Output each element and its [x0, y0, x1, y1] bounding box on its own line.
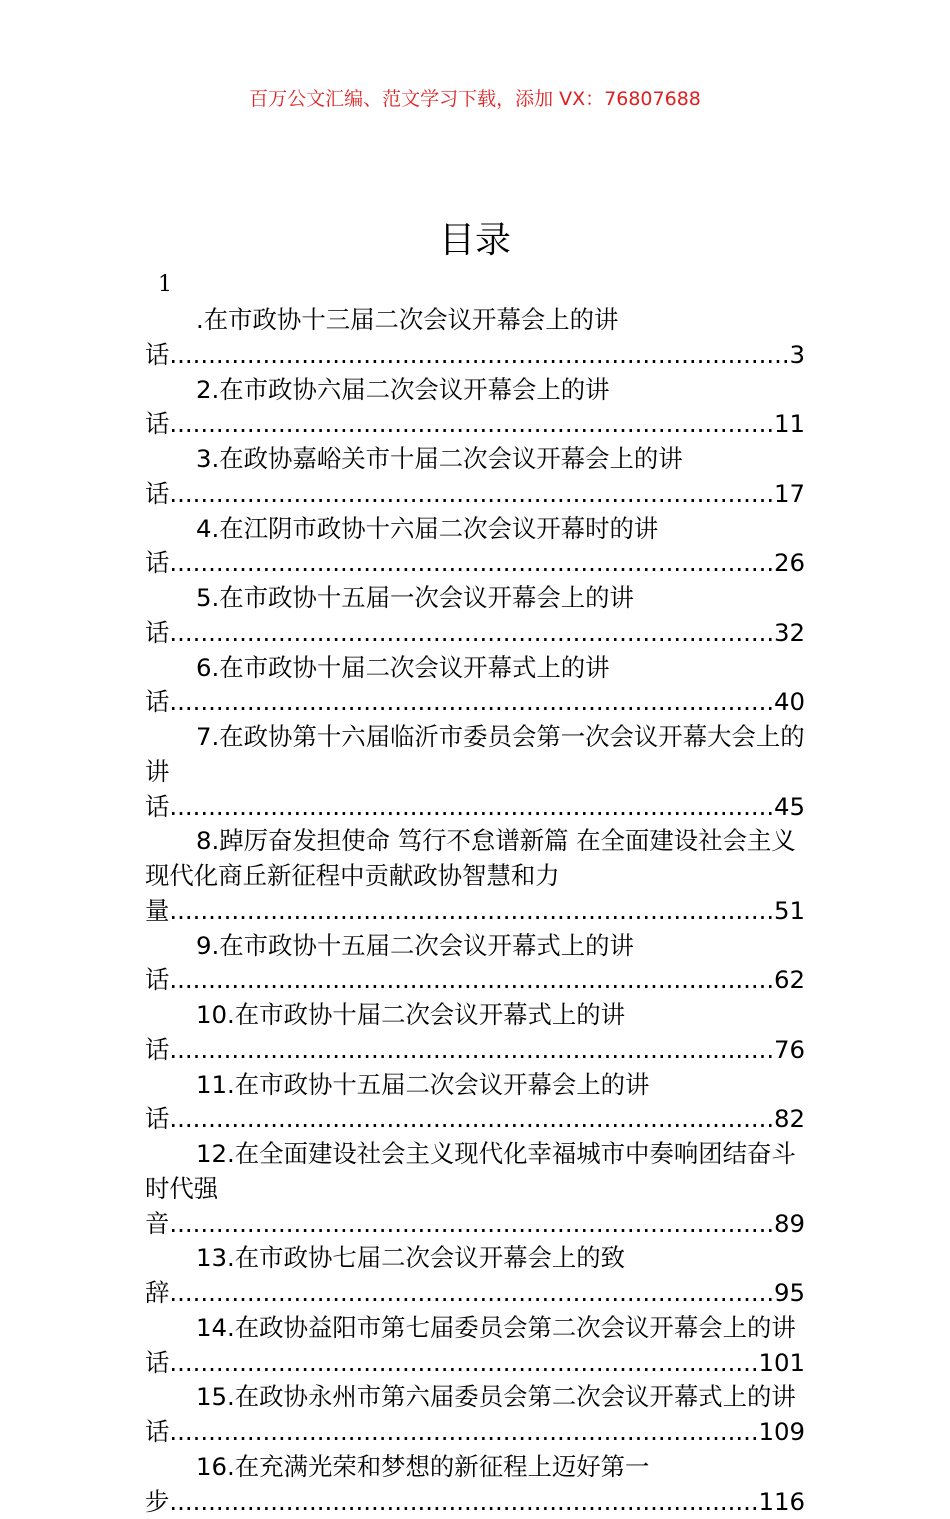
page-title: 目录	[0, 212, 950, 263]
toc-entry[interactable]	[145, 1137, 805, 1241]
toc-entry[interactable]	[145, 303, 805, 373]
dot-leader	[169, 618, 805, 647]
dot-leader	[169, 1035, 805, 1064]
toc-entry-page: 45	[772, 790, 805, 825]
dot-leader	[169, 1348, 805, 1377]
download-banner: 百万公文汇编、范文学习下载，添加 VX：76807688	[0, 84, 950, 111]
toc-entry-page: 95	[772, 1276, 805, 1311]
toc-entry[interactable]	[145, 1241, 805, 1311]
toc-entry[interactable]	[145, 824, 805, 928]
dot-leader	[169, 479, 805, 508]
table-of-contents	[145, 303, 805, 1519]
dot-leader	[169, 792, 805, 821]
dot-leader	[169, 548, 805, 577]
toc-entry[interactable]	[145, 1311, 805, 1381]
toc-entry[interactable]	[145, 1450, 805, 1519]
toc-entry[interactable]	[145, 512, 805, 582]
dot-leader	[169, 1487, 805, 1516]
toc-entry[interactable]	[145, 581, 805, 651]
toc-entry[interactable]	[145, 929, 805, 999]
toc-entry-title: 11.在市政协十五届二次会议开幕会上的讲话	[145, 1070, 649, 1134]
dot-leader	[169, 965, 805, 994]
dot-leader	[169, 896, 805, 925]
toc-entry-page: 116	[756, 1485, 805, 1519]
toc-entry-title: 12.在全面建设社会主义现代化幸福城市中奏响团结奋斗时代强音	[145, 1139, 796, 1238]
toc-entry-page: 51	[772, 894, 805, 929]
toc-entry-title: 3.在政协嘉峪关市十届二次会议开幕会上的讲话	[145, 444, 683, 508]
toc-entry-title: 5.在市政协十五届一次会议开幕会上的讲话	[145, 583, 634, 647]
toc-entry-page: 76	[772, 1033, 805, 1068]
toc-entry-title: 6.在市政协十届二次会议开幕式上的讲话	[145, 653, 610, 717]
toc-entry[interactable]	[145, 1380, 805, 1450]
toc-entry-title: 2.在市政协六届二次会议开幕会上的讲话	[145, 375, 610, 439]
toc-entry-page: 3	[787, 338, 805, 373]
toc-entry-page: 89	[772, 1207, 805, 1242]
dot-leader	[169, 409, 805, 438]
toc-entry-title: 9.在市政协十五届二次会议开幕式上的讲话	[145, 931, 634, 995]
dot-leader	[169, 1278, 805, 1307]
toc-entry-title: 14.在政协益阳市第七届委员会第二次会议开幕会上的讲话	[145, 1313, 796, 1377]
toc-entry-page: 82	[772, 1102, 805, 1137]
toc-entry[interactable]	[145, 651, 805, 721]
toc-entry[interactable]	[145, 998, 805, 1068]
toc-entry-page: 11	[772, 407, 805, 442]
toc-entry-page: 17	[772, 477, 805, 512]
toc-entry-title: 10.在市政协十届二次会议开幕式上的讲话	[145, 1000, 625, 1064]
dot-leader	[169, 340, 805, 369]
toc-entry-title: 8.踔厉奋发担使命 笃行不怠谱新篇 在全面建设社会主义现代化商丘新征程中贡献政协智慧和力量	[145, 826, 796, 925]
toc-entry-page: 40	[772, 685, 805, 720]
dot-leader	[169, 1417, 805, 1446]
toc-entry-page: 109	[756, 1415, 805, 1450]
toc-entry[interactable]	[145, 373, 805, 443]
toc-entry-title: 16.在充满光荣和梦想的新征程上迈好第一步	[145, 1452, 649, 1516]
dot-leader	[169, 1104, 805, 1133]
toc-entry-title: 7.在政协第十六届临沂市委员会第一次会议开幕大会上的讲话	[145, 722, 805, 821]
toc-entry[interactable]	[145, 442, 805, 512]
toc-entry-title: .在市政协十三届二次会议开幕会上的讲话	[145, 305, 618, 369]
toc-entry-title: 15.在政协永州市第六届委员会第二次会议开幕式上的讲话	[145, 1382, 796, 1446]
toc-entry[interactable]	[145, 1068, 805, 1138]
dot-leader	[169, 1209, 805, 1238]
toc-entry-page: 101	[756, 1346, 805, 1381]
stray-number: 1	[158, 272, 172, 297]
dot-leader	[169, 687, 805, 716]
toc-entry-page: 62	[772, 963, 805, 998]
toc-entry-page: 32	[772, 616, 805, 651]
toc-entry-title: 13.在市政协七届二次会议开幕会上的致辞	[145, 1243, 625, 1307]
toc-entry[interactable]	[145, 720, 805, 824]
toc-entry-page: 26	[772, 546, 805, 581]
toc-entry-title: 4.在江阴市政协十六届二次会议开幕时的讲话	[145, 514, 658, 578]
